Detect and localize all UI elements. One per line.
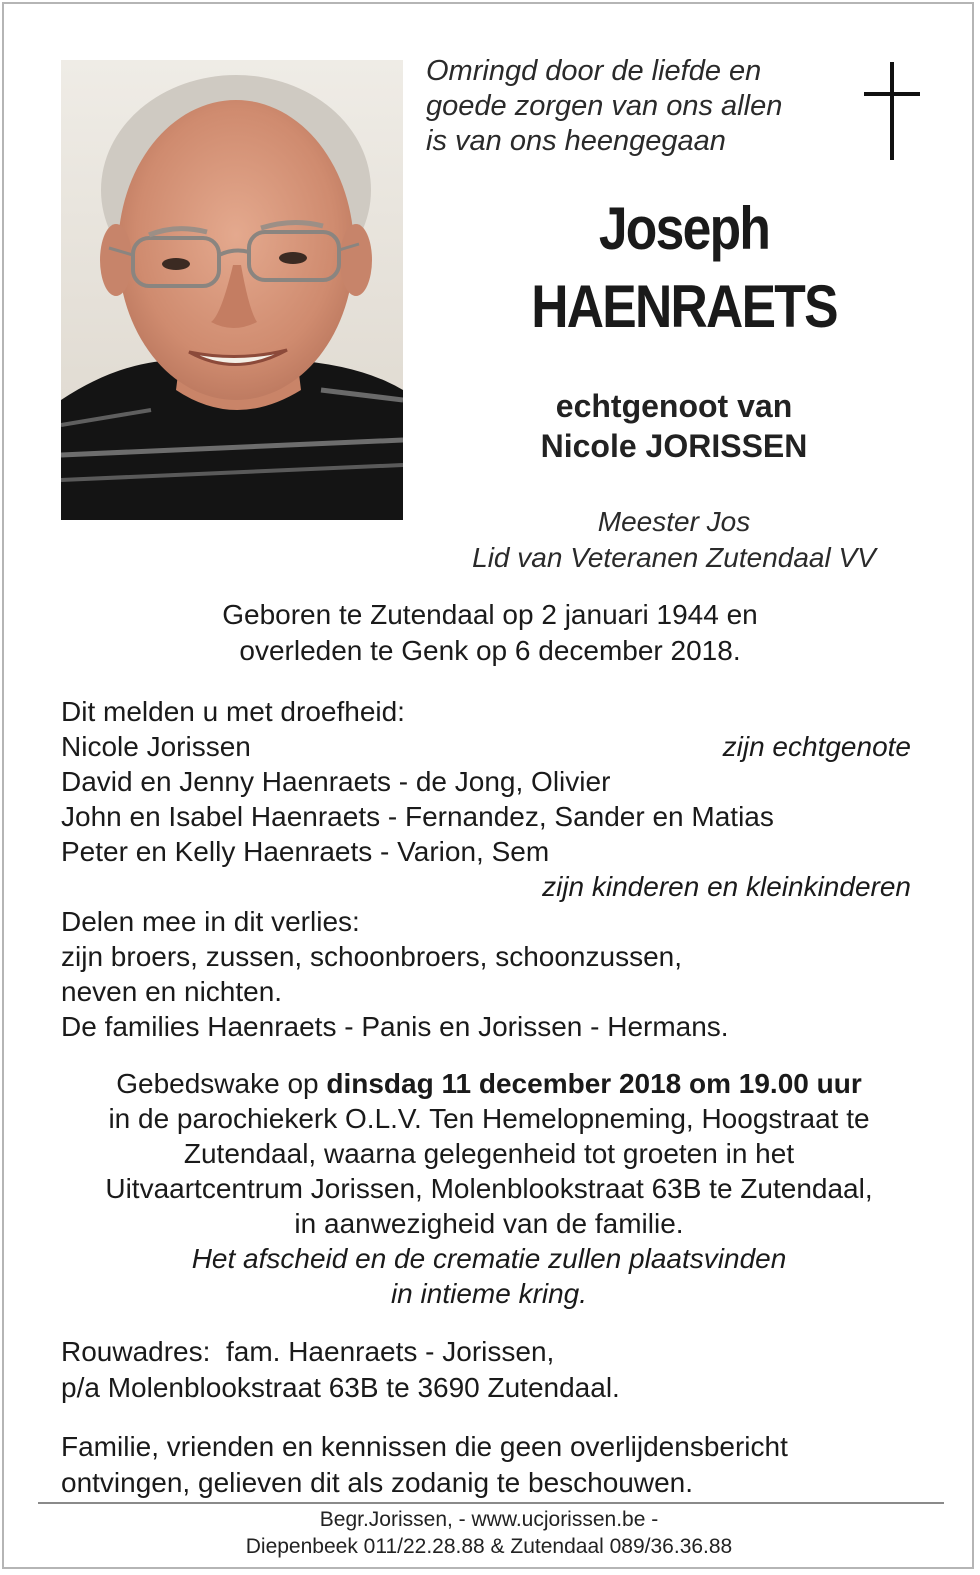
wake-prefix: Gebedswake op bbox=[116, 1068, 327, 1099]
child-line: David en Jenny Haenraets - de Jong, Olivier bbox=[61, 766, 611, 797]
notice-line: ontvingen, gelieven dit als zodanig te beschouwen. bbox=[61, 1467, 693, 1498]
spouse-row bbox=[61, 729, 911, 764]
cremation-line: Het afscheid en de crematie zullen plaatsvinden bbox=[191, 1243, 787, 1274]
intro-line: goede zorgen van ons allen bbox=[426, 90, 783, 122]
spouse-role: zijn echtgenote bbox=[722, 731, 911, 762]
share-line: De families Haenraets - Panis en Jorissen - Hermans. bbox=[61, 1011, 729, 1042]
wake-first-line bbox=[44, 1066, 934, 1101]
nickname: Meester Jos bbox=[597, 506, 751, 537]
spouse-relation: echtgenoot van bbox=[555, 388, 793, 424]
footer-line: Begr.Jorissen, - www.ucjorissen.be - bbox=[319, 1508, 659, 1531]
membership: Lid van Veteranen Zutendaal VV bbox=[472, 542, 876, 573]
announcement-block bbox=[61, 694, 911, 1044]
cross-icon bbox=[864, 62, 920, 162]
spouse-block bbox=[434, 386, 914, 466]
intro-text bbox=[426, 54, 846, 159]
titles-block bbox=[434, 504, 914, 576]
share-line: neven en nichten. bbox=[61, 976, 283, 1007]
birth-death-block bbox=[64, 597, 916, 669]
deceased-last-name: HAENRAETS bbox=[531, 273, 837, 340]
wake-line: Zutendaal, waarna gelegenheid tot groeten in het bbox=[183, 1138, 795, 1169]
footer-divider bbox=[38, 1502, 944, 1504]
intro-line: Omringd door de liefde en bbox=[426, 55, 762, 87]
birth-line: Geboren te Zutendaal op 2 januari 1944 en bbox=[222, 599, 758, 630]
spouse-family-name: Nicole Jorissen bbox=[61, 731, 251, 762]
wake-line: in aanwezigheid van de familie. bbox=[294, 1208, 684, 1239]
mourning-address bbox=[61, 1334, 921, 1406]
footer-line: Diepenbeek 011/22.28.88 & Zutendaal 089/36.36.88 bbox=[245, 1535, 733, 1558]
wake-date: dinsdag 11 december 2018 om 19.00 uur bbox=[326, 1068, 862, 1099]
wake-line: Uitvaartcentrum Jorissen, Molenblookstraat 63B te Zutendaal, bbox=[105, 1173, 873, 1204]
deceased-first-name: Joseph bbox=[598, 195, 770, 262]
obituary-card bbox=[2, 2, 974, 1569]
cremation-line: in intieme kring. bbox=[390, 1278, 588, 1309]
share-heading: Delen mee in dit verlies: bbox=[61, 906, 360, 937]
funeral-home-footer bbox=[44, 1506, 934, 1560]
address-line: p/a Molenblookstraat 63B te 3690 Zutendaal. bbox=[61, 1372, 620, 1403]
children-role: zijn kinderen en kleinkinderen bbox=[542, 871, 911, 902]
portrait-photo bbox=[61, 60, 403, 520]
child-line: Peter en Kelly Haenraets - Varion, Sem bbox=[61, 836, 550, 867]
announce-heading: Dit melden u met droefheid: bbox=[61, 696, 405, 727]
notice-line: Familie, vrienden en kennissen die geen overlijdensbericht bbox=[61, 1431, 788, 1462]
portrait-illustration bbox=[61, 60, 403, 520]
spouse-name: Nicole JORISSEN bbox=[540, 428, 808, 464]
notice-block bbox=[61, 1429, 921, 1501]
address-line: Rouwadres: fam. Haenraets - Jorissen, bbox=[61, 1336, 555, 1367]
child-line: John en Isabel Haenraets - Fernandez, Sander en Matias bbox=[61, 801, 774, 832]
wake-line: in de parochiekerk O.L.V. Ten Hemelopneming, Hoogstraat te bbox=[108, 1103, 870, 1134]
share-line: zijn broers, zussen, schoonbroers, schoonzussen, bbox=[61, 941, 682, 972]
wake-block bbox=[44, 1066, 934, 1311]
death-line: overleden te Genk op 6 december 2018. bbox=[239, 635, 741, 666]
intro-line: is van ons heengegaan bbox=[426, 125, 726, 157]
